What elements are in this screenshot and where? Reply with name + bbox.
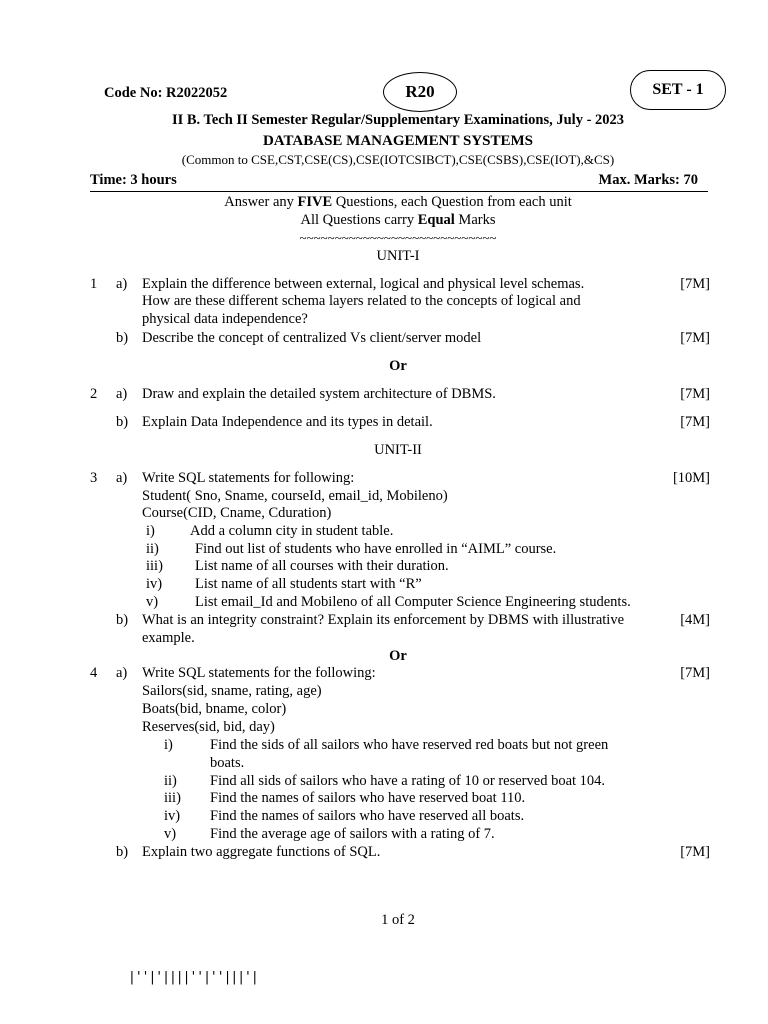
marks: [10M]: [672, 470, 710, 486]
time-allowed: Time: 3 hours: [90, 172, 177, 188]
sub-item-number: iv): [164, 808, 181, 824]
exam-title: II B. Tech II Semester Regular/Supplementary Examinations, July - 2023: [171, 112, 625, 128]
subject-title: DATABASE MANAGEMENT SYSTEMS: [262, 133, 534, 149]
part-label: b): [116, 414, 129, 430]
schema-text: Course(CID, Cname, Cduration): [142, 505, 332, 521]
part-label: b): [116, 330, 129, 346]
tilde-divider: ~~~~~~~~~~~~~~~~~~~~~~~~~~~~: [299, 230, 497, 245]
marks: [7M]: [680, 276, 710, 292]
sub-item-number: i): [164, 737, 173, 753]
set-badge: SET - 1: [630, 70, 726, 110]
question-text: Explain Data Independence and its types in detail.: [142, 414, 433, 430]
marks: [4M]: [680, 612, 710, 628]
sub-item-text: Find the names of sailors who have reserved boat 110.: [210, 790, 526, 806]
code-number: Code No: R2022052: [104, 85, 228, 101]
question-number: 1: [90, 276, 98, 292]
marks: [7M]: [680, 330, 710, 346]
schema-text: Student( Sno, Sname, courseId, email_id, Mobileno): [142, 488, 448, 504]
question-text: Draw and explain the detailed system architecture of DBMS.: [142, 386, 496, 402]
question-number: 4: [90, 665, 98, 681]
part-label: b): [116, 612, 129, 628]
sub-item-number: v): [164, 826, 177, 842]
header-rule: [90, 191, 708, 192]
sub-item-number: ii): [164, 773, 177, 789]
question-number: 3: [90, 470, 98, 486]
question-text: Describe the concept of centralized Vs client/server model: [142, 330, 482, 346]
question-text: Write SQL statements for the following:: [142, 665, 376, 681]
sub-item-text: List name of all students start with “R”: [195, 576, 422, 592]
regulation-badge: R20: [383, 72, 457, 112]
question-text: physical data independence?: [142, 311, 308, 327]
marks: [7M]: [680, 844, 710, 860]
common-to: (Common to CSE,CST,CSE(CS),CSE(IOTCSIBCT),CSE(CSBS),CSE(IOT),&CS): [181, 152, 615, 167]
or-separator: Or: [389, 358, 407, 374]
sub-item-text: boats.: [210, 755, 245, 771]
sub-item-number: i): [146, 523, 155, 539]
sub-item-text: List name of all courses with their duration.: [195, 558, 449, 574]
question-text: Explain two aggregate functions of SQL.: [142, 844, 381, 860]
schema-text: Sailors(sid, sname, rating, age): [142, 683, 322, 699]
sub-item-text: Find the names of sailors who have reserved all boats.: [210, 808, 525, 824]
sub-item-text: Find the sids of all sailors who have reserved red boats but not green: [210, 737, 609, 753]
marks: [7M]: [680, 665, 710, 681]
part-label: a): [116, 386, 128, 402]
part-label: a): [116, 665, 128, 681]
sub-item-number: v): [146, 594, 159, 610]
question-text: Explain the difference between external, logical and physical level schemas.: [142, 276, 585, 292]
part-label: b): [116, 844, 129, 860]
question-text: Write SQL statements for following:: [142, 470, 355, 486]
sub-item-number: iv): [146, 576, 163, 592]
sub-item-number: iii): [146, 558, 163, 574]
instruction-line-1: Answer any FIVE Questions, each Question from each unit: [224, 194, 572, 210]
marks: [7M]: [680, 414, 710, 430]
schema-text: Reserves(sid, bid, day): [142, 719, 275, 735]
sub-item-text: Find all sids of sailors who have a rating of 10 or reserved boat 104.: [210, 773, 606, 789]
instruction-line-2: All Questions carry Equal Marks: [300, 212, 496, 228]
sub-item-number: iii): [164, 790, 181, 806]
unit-2-heading: UNIT-II: [374, 442, 422, 458]
sub-item-text: Add a column city in student table.: [190, 523, 394, 539]
sub-item-text: Find out list of students who have enrolled in “AIML” course.: [195, 541, 557, 557]
sub-item-text: List email_Id and Mobileno of all Computer Science Engineering students.: [195, 594, 631, 610]
schema-text: Boats(bid, bname, color): [142, 701, 287, 717]
unit-1-heading: UNIT-I: [376, 248, 420, 264]
sub-item-number: ii): [146, 541, 159, 557]
part-label: a): [116, 470, 128, 486]
question-text: How are these different schema layers related to the concepts of logical and: [142, 293, 581, 309]
question-text: example.: [142, 630, 195, 646]
sub-item-text: Find the average age of sailors with a rating of 7.: [210, 826, 495, 842]
or-separator: Or: [389, 648, 407, 664]
barcode: |''|'||||''|''|||'|: [128, 970, 258, 985]
page-number: 1 of 2: [381, 912, 415, 928]
max-marks: Max. Marks: 70: [598, 172, 698, 188]
question-text: What is an integrity constraint? Explain its enforcement by DBMS with illustrative: [142, 612, 625, 628]
question-number: 2: [90, 386, 98, 402]
marks: [7M]: [680, 386, 710, 402]
part-label: a): [116, 276, 128, 292]
